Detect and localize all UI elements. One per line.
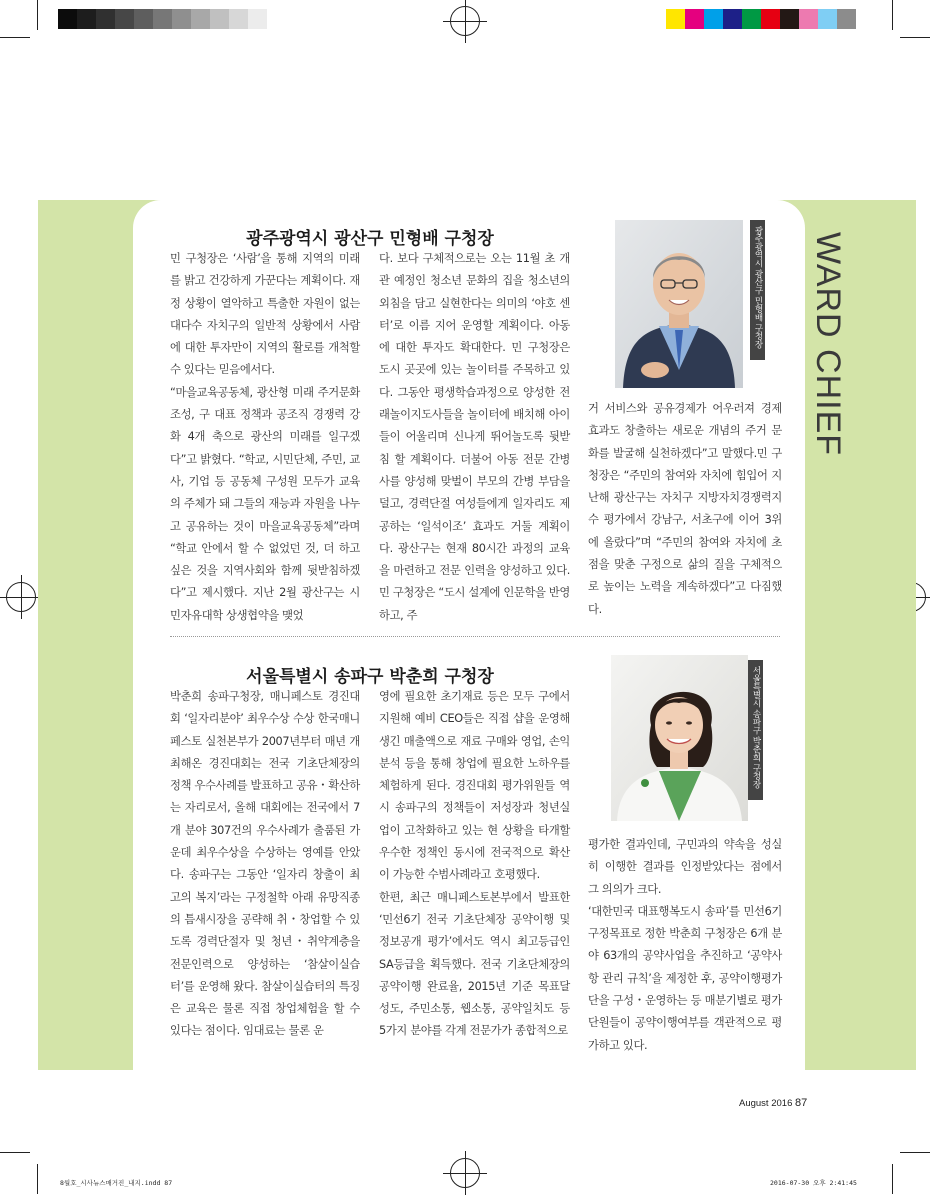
color-swatch [248,9,267,29]
color-swatch [172,9,191,29]
paragraph: ‘대한민국 대표행복도시 송파’를 민선6기 구정목표로 정한 박춘희 구청장은 6개 분야 63개의 공약사업을 추진하고 ‘공약사항 관리 규칙’을 제정한 후, 공약이행평가단을 구성・운영하는 등 매분기별로 평가단원들이 공약이행여부를 객관적으로 평가하고 있다. [588,904,782,1052]
crop-mark [900,1152,930,1153]
color-swatch [799,9,818,29]
crop-mark [900,37,930,38]
article1-photo-caption: 광주광역시 광산구 민형배 구청장 [750,220,765,360]
color-swatch [153,9,172,29]
article2-col3 [588,834,782,1057]
paragraph: “마을교육공동체, 광산형 미래 주거문화 조성, 구 대표 정책과 공조직 경쟁력 강화 4개 축으로 광산의 미래를 일구겠다”고 밝혔다. “학교, 시민단체, 주민, 교사, 기업 등 공동체 구성원 모두가 교육의 주체가 돼 그들의 재능과 자원을 나누고 공유하는 것이 마을교육공동체”라며 “학교 안에서 할 수 없었던 것, 더 하고 싶은 것을 지역사회와 함께 뒷받침하겠다”고 제시했다. 지난 2월 광산구는 시민자유대학 상생협약을 맺었 [170,385,360,622]
color-swatch [229,9,248,29]
article1-col2 [379,248,570,627]
paragraph: 거 서비스와 공유경제가 어우러져 경제 효과도 창출하는 새로운 개념의 주거 문화를 발굴해 실천하겠다”고 말했다.민 구청장은 “주민의 참여와 자치에 힘입어 지난해 광산구는 자치구 지방자치경쟁력지수 평가에서 강남구, 서초구에 이어 3위에 올랐다”며 “주민의 참여와 자치에 초점을 맞춘 구정으로 삶의 질을 구체적으로 높이는 노력을 계속하겠다”고 다짐했다. [588,402,782,616]
registration-mark [6,582,36,612]
paragraph: 평가한 결과인데, 구민과의 약속을 성실히 이행한 결과를 인정받았다는 점에서 그 의의가 크다. [588,838,782,896]
color-swatch [780,9,799,29]
color-swatch [742,9,761,29]
color-swatch [58,9,77,29]
paragraph: 다. 보다 구체적으로는 오는 11월 초 개관 예정인 청소년 문화의 집을 청소년의 외침을 담고 실현한다는 의미의 ‘야호 센터’로 이름 지어 운영할 계획이다. 아동에 대한 투자도 확대한다. 민 구청장은 도시 곳곳에 있는 놀이터를 주목하고 있다. 그동안 평생학습과정으로 양성한 전래놀이지도사들을 놀이터에 배치해 아이들이 어울리며 신나게 뛰어놀도록 뒷받침 할 계획이다. 더불어 아동 전문 간병사를 양성해 맞벌이 부모의 간병 부담을 덜고, 경력단절 여성들에게 일자리도 제공하는 ‘일석이조’ 효과도 거둘 계획이다. 광산구는 현재 80시간 과정의 교육을 마련하고 전문 인력을 양성하고 있다. 민 구청장은 “도시 설계에 인문학을 반영하고, 주 [379,252,570,622]
color-swatch [761,9,780,29]
crop-mark [37,1164,38,1194]
article1-col1 [170,248,360,627]
color-swatch [210,9,229,29]
crop-mark [892,1164,893,1194]
color-swatch [818,9,837,29]
section-divider [170,636,780,637]
paragraph: 한편, 최근 매니페스토본부에서 발표한 ‘민선6기 전국 기초단체장 공약이행 및 정보공개 평가’에서도 역시 최고등급인 SA등급을 획득했다. 전국 기초단체장의 공약이행 완료율, 2015년 기준 목표달성도, 주민소통, 웹소통, 공약일치도 등 5가지 분야를 각계 전문가가 종합적으로 [379,890,570,1038]
paragraph: 영에 필요한 초기재료 등은 모두 구에서 지원해 예비 CEO들은 직접 샵을 운영해 생긴 매출액으로 재료 구매와 영업, 손익분석 등을 통해 창업에 필요한 노하우를 체험하게 된다. 경진대회 평가위원들 역시 송파구의 정책들이 저성장과 청년실업이 고착화하고 있는 현 상황을 타개할 우수한 정책인 동시에 전국적으로 확산이 가능한 수범사례라고 호평했다. [379,690,570,882]
color-swatch [685,9,704,29]
article1-col3 [588,398,782,621]
color-swatch [723,9,742,29]
timestamp-slug: 2016-07-30 오후 2:41:45 [770,1179,857,1187]
crop-mark [892,0,893,30]
crop-mark [0,1152,30,1153]
color-swatch [666,9,685,29]
photo-park-choon-hee [611,655,748,821]
article2-col2 [379,686,570,1043]
registration-mark [450,6,480,36]
crop-mark [0,37,30,38]
color-swatch [134,9,153,29]
color-swatch [77,9,96,29]
article2-title: 서울특별시 송파구 박춘희 구청장 [246,667,494,687]
color-swatch [191,9,210,29]
article1-title: 광주광역시 광산구 민형배 구청장 [246,229,494,249]
color-swatch [115,9,134,29]
crop-mark [37,0,38,30]
article2-photo-caption: 서울특별시 송파구 박춘희 구청장 [748,660,763,800]
photo-min-hyung-bae [615,220,743,388]
section-title: WARD CHIEF [809,232,847,457]
paragraph: 민 구청장은 ‘사람’을 통해 지역의 미래를 밝고 건강하게 가꾼다는 계획이다. 재정 상황이 열악하고 특출한 자원이 없는 대다수 자치구의 일반적 상황에서 사람에 대한 투자만이 지역의 활로를 개척할 수 있다는 믿음에서다. [170,252,360,377]
color-swatch [96,9,115,29]
color-swatch [704,9,723,29]
paragraph: 박춘희 송파구청장, 매니페스토 경진대회 ‘일자리분야’ 최우수상 수상 한국매니페스토 실천본부가 2007년부터 매년 개최해온 경진대회는 전국 기초단체장의 정책 우수사례를 발표하고 공유・확산하는 자리로서, 올해 대회에는 전국에서 7개 분야 307건의 우수사례가 출품된 가운데 최우수상을 수상하는 영예를 안았다. 송파구는 그동안 ‘일자리 창출이 최고의 복지’라는 구정철학 아래 유망직종의 틈새시장을 공략해 취・창업할 수 있도록 경력단절자 및 청년・취약계층을 전문인력으로 양성하는 ‘참살이실습터’를 운영해 왔다. 참살이실습터의 특징은 교육은 물론 직접 창업체험을 할 수 있다는 점이다. 임대료는 물론 운 [170,690,360,1038]
color-swatch [837,9,856,29]
file-slug: 8월호_시사뉴스매거진_내지.indd 87 [60,1179,173,1187]
page-folio [739,1097,807,1109]
article2-col1 [170,686,360,1043]
folio-date: August 2016 [739,1098,793,1109]
page-number: 87 [795,1097,808,1109]
registration-mark [450,1158,480,1188]
